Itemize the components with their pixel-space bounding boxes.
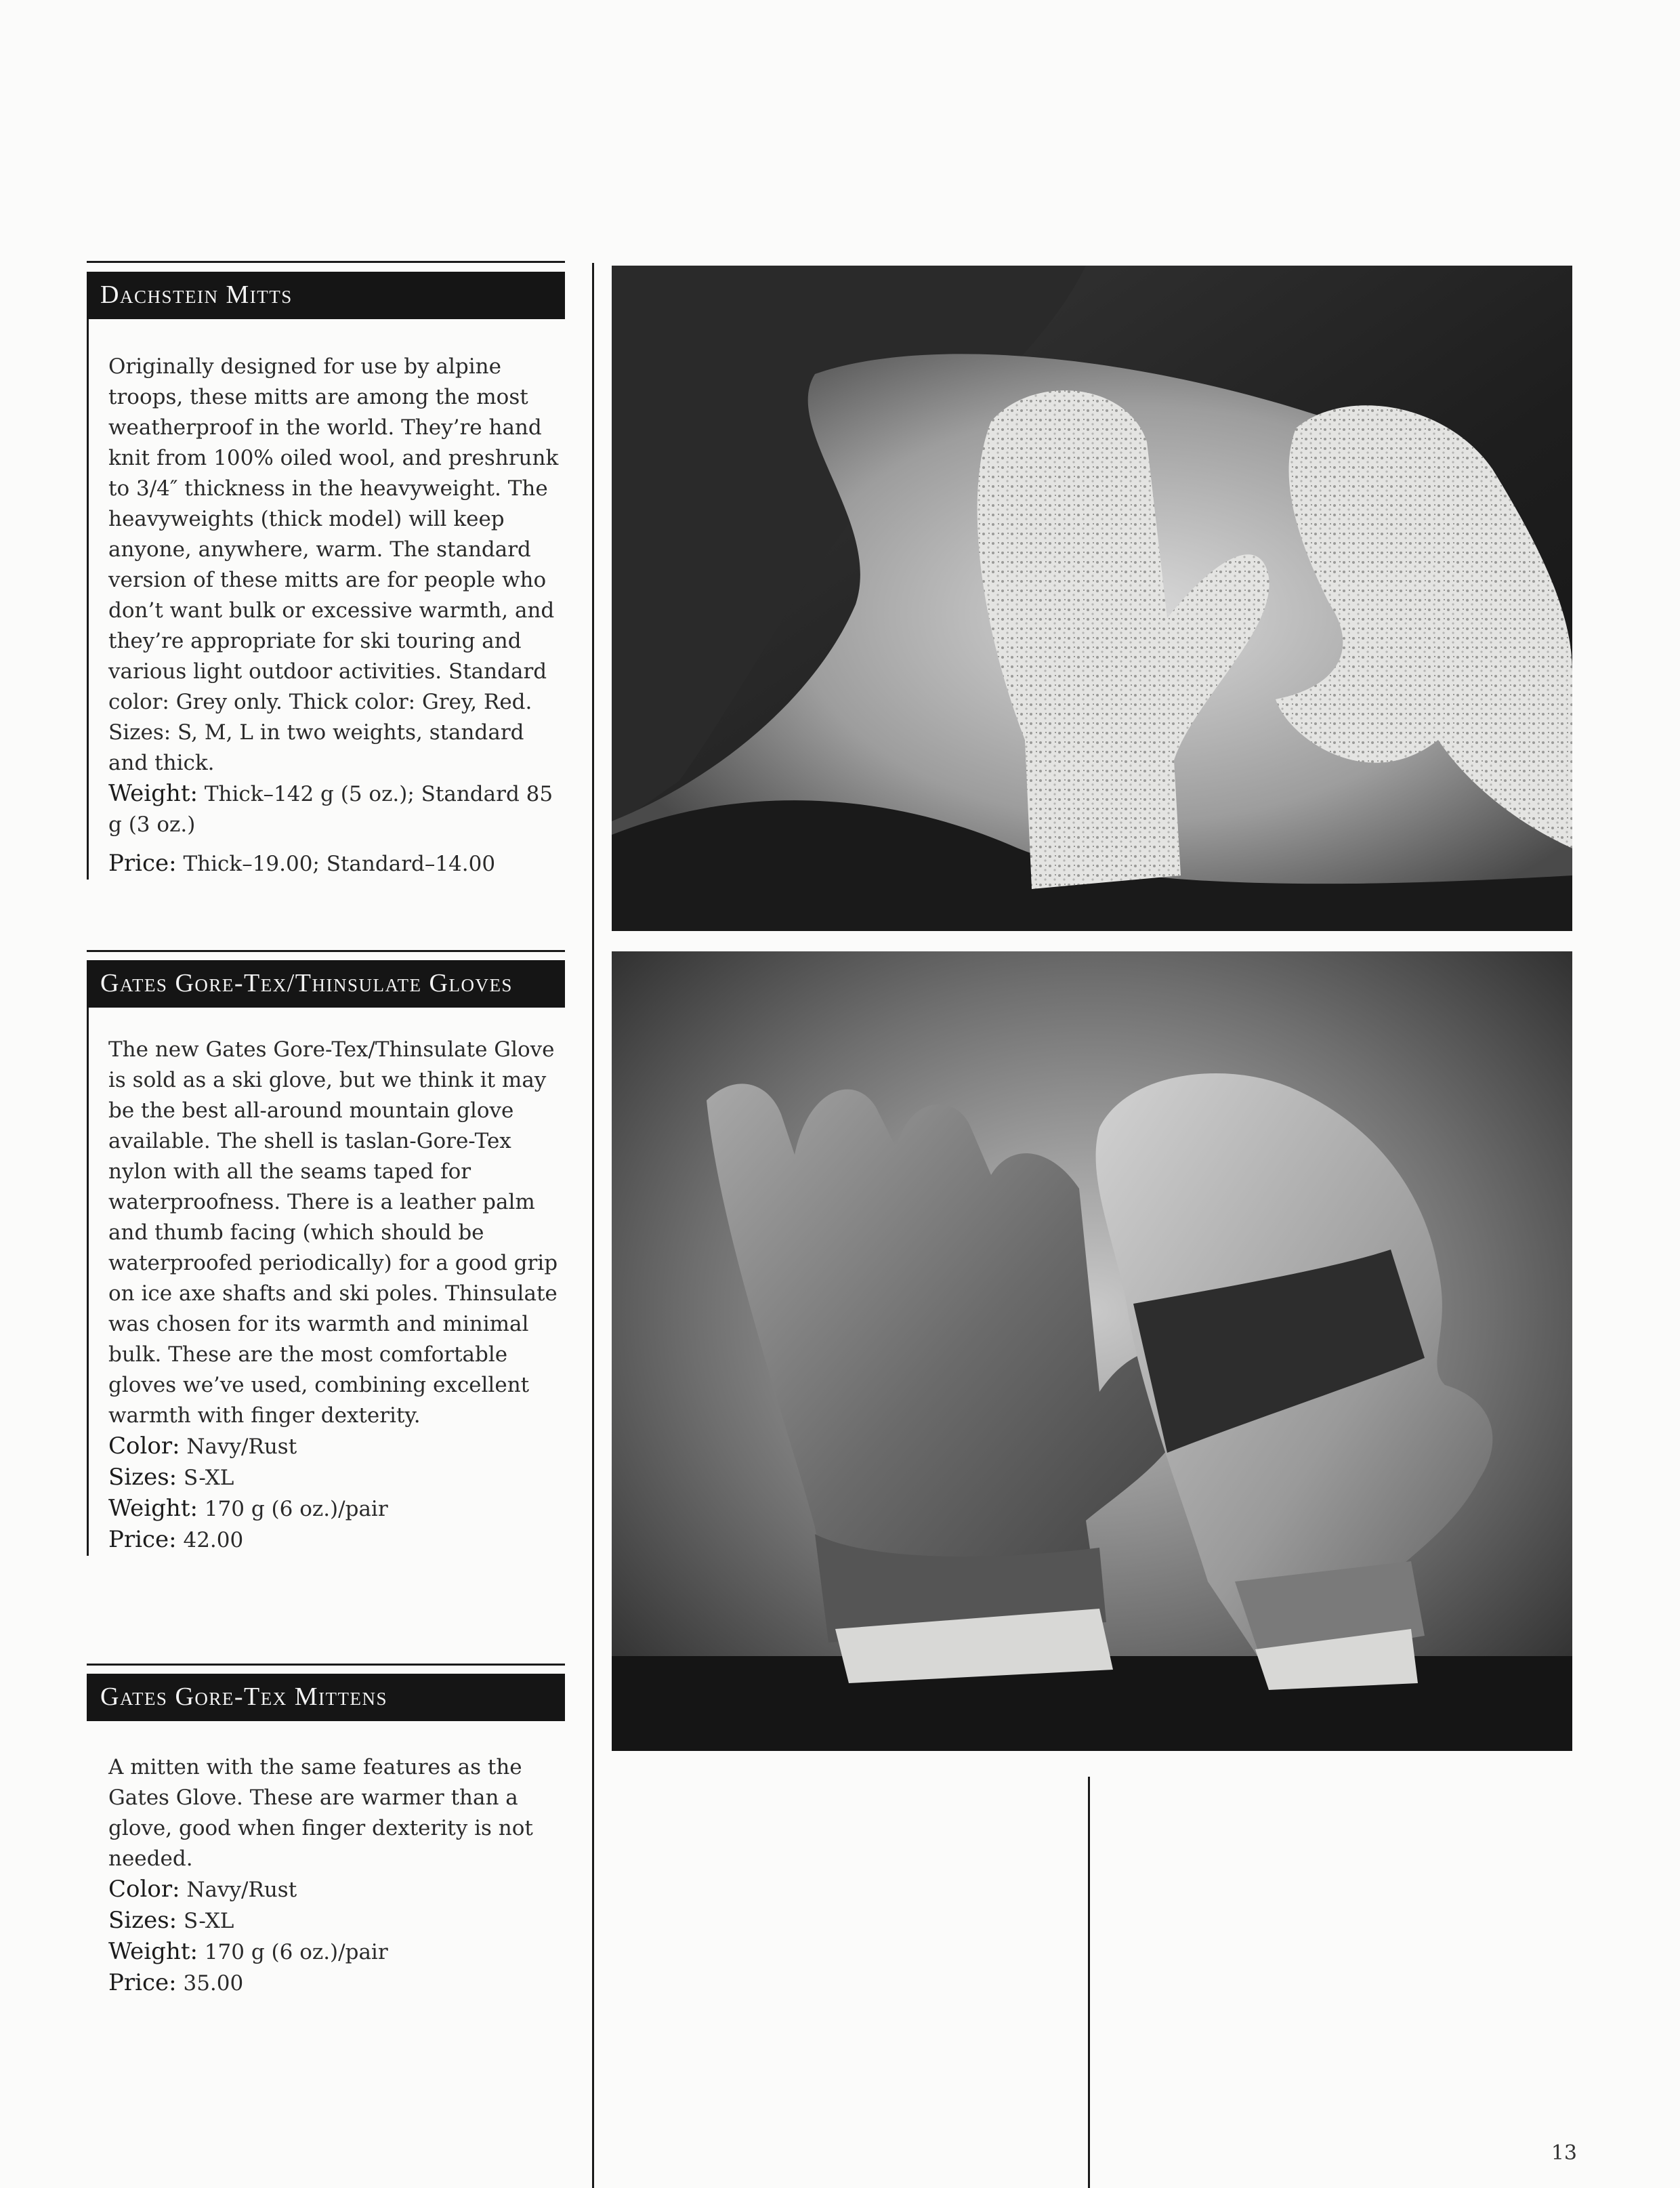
spec-weight — [108, 779, 565, 840]
section-title: Dachstein Mitts — [100, 281, 293, 309]
spec-color — [108, 1874, 565, 1905]
spec-label: Weight: — [108, 780, 198, 807]
section-dachstein-mitts — [87, 261, 565, 880]
spec-label: Weight: — [108, 1495, 198, 1522]
spec-value: Thick–19.00; Standard–14.00 — [183, 852, 496, 876]
spec-label: Price: — [108, 1526, 177, 1553]
section-body — [87, 319, 565, 880]
section-top-rule — [87, 261, 565, 263]
description: The new Gates Gore-Tex/Thinsulate Glove is sold as a ski glove, but we think it may be the best all-around mountain glove available. The shell is taslan-Gore-Tex nylon with all the seams taped for waterproofness. There is a leather palm and thumb facing (which should be waterproofed periodically) for a good grip on ice axe shafts and ski poles. Thinsulate was chosen for its warmth and minimal bulk. These are the most comfortable gloves we’ve used, combining excellent warmth with finger dexterity. — [108, 1037, 558, 1428]
section-top-rule — [87, 950, 565, 952]
spec-color — [108, 1431, 565, 1462]
spec-label: Price: — [108, 1969, 177, 1996]
spec-value: 170 g (6 oz.)/pair — [204, 1497, 388, 1521]
section-body — [87, 1721, 565, 1999]
spec-value: Thick–142 g (5 oz.); Standard 85 g (3 oz.) — [108, 782, 553, 837]
section-heading — [87, 1674, 565, 1721]
spec-label: Sizes: — [108, 1907, 177, 1934]
column-rule-right — [1088, 1777, 1090, 2188]
spec-label: Color: — [108, 1876, 180, 1903]
description: A mitten with the same features as the Gates Glove. These are warmer than a glove, good when finger dexterity is not needed. — [108, 1755, 533, 1871]
section-gates-gloves — [87, 950, 565, 1556]
spec-weight — [108, 1937, 565, 1968]
column-rule-left — [592, 263, 594, 2188]
page-number: 13 — [1551, 2141, 1577, 2165]
section-body — [87, 1008, 565, 1556]
photo-wool-mitts — [612, 266, 1572, 931]
photo-gore-tex-gloves — [612, 951, 1572, 1751]
section-title: Gates Gore-Tex Mittens — [100, 1683, 388, 1711]
spec-value: Navy/Rust — [186, 1434, 297, 1459]
spec-label: Weight: — [108, 1938, 198, 1965]
spec-weight — [108, 1493, 565, 1525]
spec-value: Navy/Rust — [186, 1878, 297, 1902]
spec-price — [108, 1525, 565, 1556]
gore-tex-gloves-illustration — [612, 951, 1572, 1751]
spec-label: Sizes: — [108, 1464, 177, 1491]
wool-mitts-illustration — [612, 266, 1572, 931]
spec-price — [108, 1968, 565, 1999]
spec-price — [108, 848, 565, 880]
section-gates-mittens — [87, 1664, 565, 1999]
spec-label: Price: — [108, 850, 177, 877]
spec-value: 42.00 — [183, 1528, 244, 1552]
section-heading — [87, 960, 565, 1008]
spec-label: Color: — [108, 1432, 180, 1460]
section-title: Gates Gore-Tex/Thinsulate Gloves — [100, 969, 513, 997]
spec-value: 35.00 — [183, 1971, 244, 1996]
section-top-rule — [87, 1664, 565, 1666]
section-heading — [87, 272, 565, 319]
description: Originally designed for use by alpine troops, these mitts are among the most weatherproof in the world. They’re hand knit from 100% oiled wool, and preshrunk to 3/4″ thickness in the heavyweight. The heavyweights (thick model) will keep anyone, anywhere, warm. The standard version of these mitts are for people who don’t want bulk or excessive warmth, and they’re appropriate for ski touring and various light outdoor activities. Standard color: Grey only. Thick color: Grey, Red. Sizes: S, M, L in two weights, standard and thick. — [108, 354, 559, 775]
spec-value: 170 g (6 oz.)/pair — [204, 1940, 388, 1964]
spec-sizes — [108, 1905, 565, 1937]
spec-value: S-XL — [183, 1466, 234, 1490]
spec-sizes — [108, 1462, 565, 1493]
spec-value: S-XL — [183, 1909, 234, 1933]
